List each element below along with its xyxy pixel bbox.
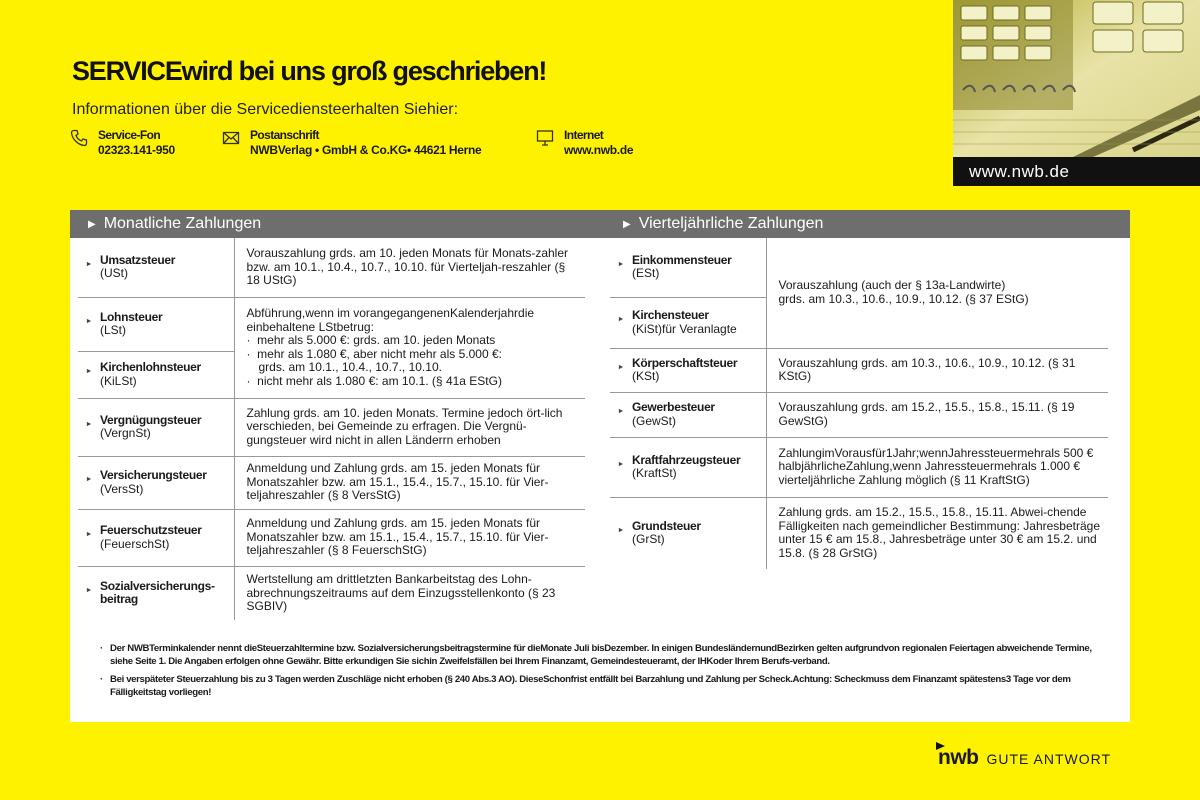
- lst-intro: Abführung,wenn im vorangegangenenKalenderjahrdie: [246, 306, 535, 320]
- contact-label: Postanschrift: [250, 128, 319, 142]
- brand-tagline: GUTE ANTWORT: [986, 751, 1112, 767]
- tax-description: Zahlung grds. am 15.2., 15.5., 15.8., 15.11. Abwei-chende Fälligkeiten nach gemeindlicher Bestimmung: Jahresbeträge unter 15 € am 15.8., Jahresbeträge unter 30 € am 15.2. und 15.8. (§ 28 GrStG): [766, 497, 1108, 569]
- bullet-icon: ►: [85, 260, 93, 268]
- calculator-photo: [953, 0, 1200, 157]
- bullet-icon: ►: [617, 260, 625, 268]
- tax-abbr: (LSt): [100, 323, 127, 337]
- tax-abbr: (FeuerschSt): [100, 536, 170, 551]
- contact-label: Service-Fon: [98, 128, 161, 142]
- tax-description: Anmeldung und Zahlung grds. am 15. jeden Monats für Monatszahler bzw. am 15.1., 15.4., 15.7., 15.10. für Vier-teljahreszahler (§ 8 VersStG): [234, 456, 585, 509]
- tax-name: Grundsteuer: [632, 518, 701, 533]
- tax-description: Vorauszahlung grds. am 10.3., 10.6., 10.9., 10.12. (§ 31 KStG): [778, 355, 1076, 383]
- bullet-icon: ►: [85, 586, 93, 594]
- tax-name: Vergnügungsteuer: [100, 412, 202, 427]
- est-text: Vorauszahlung (auch der § 13a-Landwirte): [778, 278, 1006, 293]
- bullet-icon: ►: [617, 408, 625, 415]
- bullet-icon: ►: [617, 460, 625, 468]
- bullet-icon: ►: [85, 531, 93, 538]
- tax-description: Vorauszahlung grds. am 15.2., 15.5., 15.8., 15.11. (§ 19 GewStG): [766, 392, 1108, 437]
- est-description: [766, 238, 1108, 348]
- tax-abbr: (KiLSt): [100, 373, 137, 388]
- bullet-icon: ►: [617, 316, 625, 323]
- envelope-icon: [222, 129, 240, 147]
- tax-abbr: (VergnSt): [100, 426, 151, 440]
- footnotes: [98, 642, 1108, 703]
- tax-abbr: (VersSt): [100, 481, 144, 496]
- est-text: grds. am 10.3., 10.6., 10.9., 10.12. (§ 37 EStG): [778, 291, 1029, 306]
- quarterly-table: [610, 238, 1108, 569]
- contact-postanschrift: [222, 128, 481, 158]
- tax-name: Kirchenlohnsteuer: [100, 360, 201, 374]
- tax-abbr: (GewSt): [632, 413, 677, 428]
- table-row: [78, 238, 585, 297]
- tax-description: ZahlungimVorausfür1Jahr;wennJahressteuermehrals 500 € halbjährlicheZahlung,wenn Jahressteuermehrals 1.000 € vierteljährliche Zahlung möglich (§ 11 KraftStG): [766, 437, 1108, 497]
- tax-abbr: (KiSt)für Veranlagte: [632, 321, 737, 336]
- phone-number: 02323.141-950: [98, 143, 175, 157]
- quarterly-heading: Vierteljährliche Zahlungen: [638, 215, 824, 232]
- website-link[interactable]: www.nwb.de: [564, 143, 634, 157]
- tax-abbr: (GrSt): [632, 532, 665, 547]
- postal-address: NWBVerlag • GmbH & Co.KG• 44621 Herne: [250, 143, 482, 157]
- contact-internet: [536, 128, 633, 158]
- table-row: [610, 392, 1108, 437]
- website-banner: www.nwb.de: [953, 157, 1200, 186]
- footnote-text: Der NWBTerminkalender nennt dieSteuerzahltermine bzw. Sozialversicherungsbeitragstermine für dieMonate Juli bisDezember. In einigen BundesländernundBezirken gelten aufgrundvon regionalen Feiertagen abweichende Termine, siehe Seite 1. Die Angaben erfolgen ohne Gewähr. Bitte erkundigen Sie sichin Zweifelsfällen bei Ihrem Finanzamt, Gemeindesteueramt, der IHKoder Ihrem Berufs-verband.: [110, 643, 1092, 668]
- footnote: · Bei verspäteter Steuerzahlung bis zu 3 Tagen werden Zuschläge nicht erhoben (§ 240 Abs.3 AO). DieseSchonfrist entfällt bei Barzahlung und Zahlung per Scheck.Achtung: Scheckmuss dem Finanzamt spätestens3 Tage vor dem Fälligkeitstag vorliegen!: [100, 673, 1071, 698]
- tax-description: Vorauszahlung grds. am 10. jeden Monats für Monats-zahler bzw. am 10.1., 10.4., 10.7., 10.10. für Vierteljah-reszahler (§ 18 UStG): [246, 246, 569, 287]
- monitor-icon: [536, 129, 554, 147]
- tax-description: Wertstellung am drittletzten Bankarbeitstag des Lohn-abrechnungszeitraums auf dem Einzugsstellenkonto (§ 23 SGBIV): [234, 566, 585, 620]
- lst-intro: einbehaltene LStbetrug:: [246, 319, 374, 334]
- table-row: [610, 238, 1108, 297]
- lst-option: mehr als 1.080 €, aber nicht mehr als 5.000 €:: [257, 346, 502, 361]
- tax-abbr: (KSt): [632, 369, 660, 383]
- tax-abbr: beitrag: [100, 592, 138, 607]
- lst-option: grds. am 10.1., 10.4., 10.7., 10.10.: [258, 360, 442, 374]
- tax-name: Einkommensteuer: [632, 252, 732, 267]
- contact-label: Internet: [564, 128, 604, 142]
- tax-name: Kirchensteuer: [632, 308, 709, 322]
- footnote: · Der NWBTerminkalender nennt dieSteuerzahltermine bzw. Sozialversicherungsbeitragstermine für dieMonate Juli bisDezember. In einigen BundesländernundBezirken gelten aufgrundvon regionalen Feiertagen abweichende Termine, siehe Seite 1. Die Angaben erfolgen ohne Gewähr. Bitte erkundigen Sie sichin Zweifelsfällen bei Ihrem Finanzamt, Gemeindesteueramt, der IHKoder Ihrem Berufs-verband.: [100, 643, 1092, 668]
- brand-name: nwb: [938, 746, 979, 769]
- triangle-right-icon: ▶: [88, 219, 96, 230]
- triangle-right-icon: ▶: [623, 219, 631, 230]
- quarterly-header: [605, 210, 1130, 238]
- table-row: [610, 437, 1108, 497]
- tax-name: Körperschaftsteuer: [632, 355, 738, 370]
- table-row: [78, 297, 585, 351]
- monthly-heading: Monatliche Zahlungen: [103, 215, 262, 232]
- nwb-logo: [938, 746, 1111, 770]
- phone-icon: [70, 129, 88, 147]
- bullet-icon: ►: [617, 363, 625, 371]
- tax-abbr: (KraftSt): [632, 466, 677, 480]
- tax-abbr: (ESt): [632, 266, 660, 281]
- tax-name: Feuerschutzsteuer: [100, 523, 202, 537]
- lst-option: nicht mehr als 1.080 €: am 10.1. (§ 41a EStG): [257, 373, 502, 388]
- tax-name: Gewerbesteuer: [632, 400, 715, 414]
- footnote-text: Bei verspäteter Steuerzahlung bis zu 3 Tagen werden Zuschläge nicht erhoben (§ 240 Abs.3 AO). DieseSchonfrist entfällt bei Barzahlung und Zahlung per Scheck.Achtung: Scheckmuss dem Finanzamt spätestens3 Tage vor dem Fälligkeitstag vorliegen!: [110, 673, 1071, 698]
- tax-description: Zahlung grds. am 10. jeden Monats. Termine jedoch ört-lich verschieden, bei Gemeinde zu erfragen. Die Vergnü-gungsteuer wird nicht in allen Länderrn erhoben: [234, 398, 585, 456]
- tax-name: Lohnsteuer: [100, 309, 163, 324]
- tax-abbr: (USt): [100, 266, 128, 281]
- table-row: [610, 348, 1108, 392]
- lst-option: mehr als 5.000 €: grds. am 10. jeden Monats: [257, 333, 496, 347]
- page-subtitle: Informationen über die Servicediensteerhalten Siehier:: [72, 101, 459, 118]
- bullet-icon: ►: [85, 476, 93, 483]
- tax-name: Versicherungsteuer: [100, 468, 207, 482]
- bullet-icon: ►: [85, 420, 93, 428]
- bullet-icon: ►: [617, 526, 625, 534]
- logo-arrow-icon: [936, 742, 946, 752]
- table-row: [78, 456, 585, 509]
- table-row: [78, 398, 585, 456]
- bullet-icon: ►: [85, 368, 93, 375]
- lst-description: Abführung,wenn im vorangegangenenKalenderjahrdie einbehaltene LStbetrug: · mehr als 5.000 €: grds. am 10. jeden Monats · mehr als 1.080 €, aber nicht mehr als 5.000 €: grds. am 10.1., 10.4., 10.7., 10.10. · nicht mehr als 1.080 €: am 10.1. (§ 41a EStG): [234, 297, 585, 398]
- contact-service-fon: [70, 128, 175, 158]
- bullet-icon: ►: [85, 317, 93, 325]
- monthly-header: [70, 210, 615, 238]
- tax-name: Sozialversicherungs-: [100, 578, 215, 593]
- monthly-table: [78, 238, 585, 620]
- table-row: [610, 497, 1108, 569]
- payment-panel: [70, 210, 1130, 722]
- table-row: [78, 509, 585, 566]
- page-title: SERVICEwird bei uns groß geschrieben!: [72, 56, 547, 86]
- tax-name: Umsatzsteuer: [100, 252, 176, 267]
- tax-description: Anmeldung und Zahlung grds. am 15. jeden Monats für Monatszahler bzw. am 15.1., 15.4., 15.7., 15.10. für Vier-teljahreszahler (§ 8 FeuerschStG): [234, 509, 585, 566]
- table-row: [78, 566, 585, 620]
- tax-name: Kraftfahrzeugsteuer: [632, 452, 741, 467]
